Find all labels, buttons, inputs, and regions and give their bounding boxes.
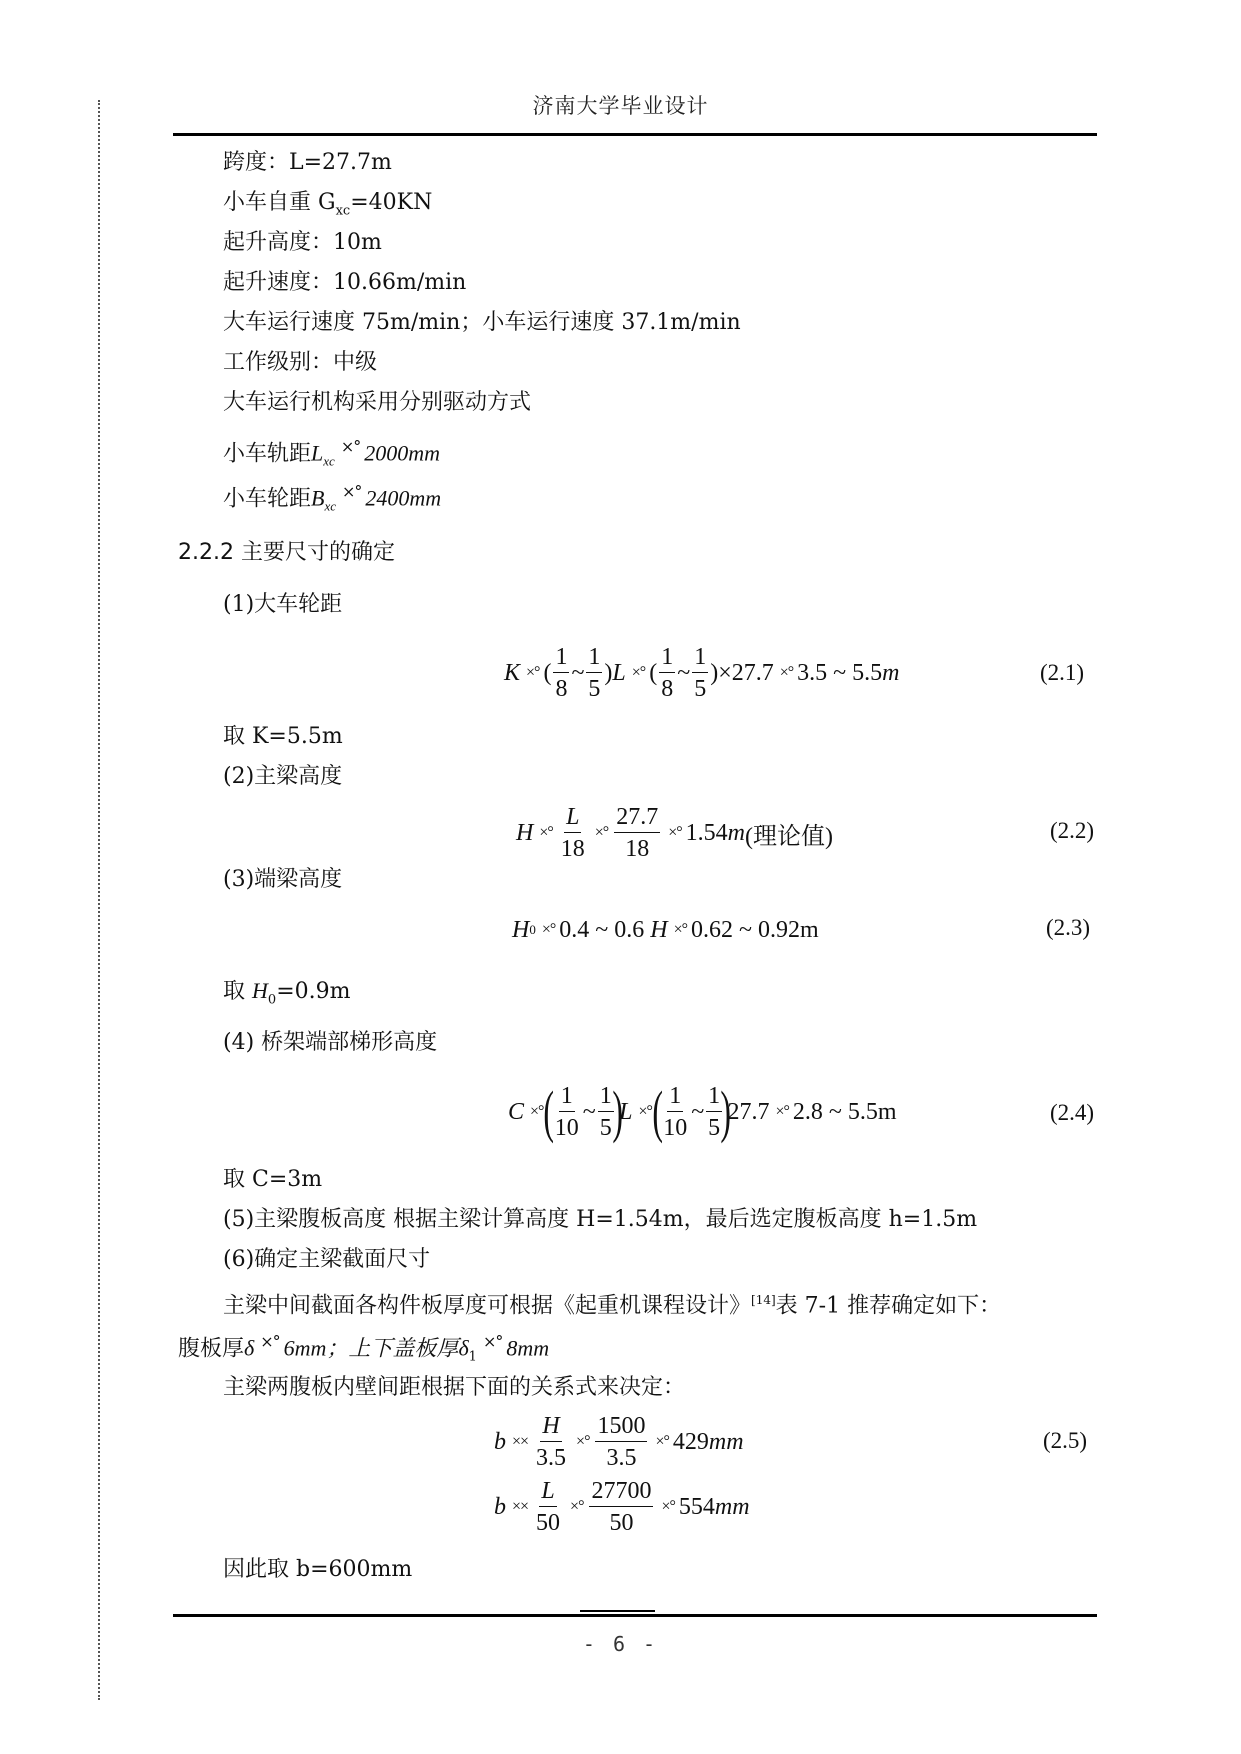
equation-number-2-4: (2.4) — [1050, 1100, 1095, 1125]
item-5: (5)主梁腹板高度 根据主梁计算高度 H=1.54m，最后选定腹板高度 h=1.5m — [223, 1207, 978, 1232]
equation-2-3: H 0 ×° 0.4 ~ 0.6 H ×° 0.62 ~ 0.92m — [512, 916, 819, 943]
param-lift-speed: 起升速度：10.66m/min — [223, 270, 467, 295]
param-drive-mode: 大车运行机构采用分别驱动方式 — [223, 390, 532, 415]
equation-number-2-2: (2.2) — [1050, 818, 1095, 843]
footer-rule — [173, 1614, 1097, 1617]
item-3: (3)端梁高度 — [223, 867, 343, 892]
equation-2-4: C ×° ( $\frac{1}{10}$ ~ $\frac{1}{5}$ ) L ×° ( $\frac{1}{10}$ ~ $\frac{1}{5}$ ) 27.7 ×° 2.8 ~ 5.5m — [508, 1079, 897, 1144]
param-span: 跨度：L=27.7m — [223, 150, 392, 175]
item-1: (1)大车轮距 — [223, 592, 343, 617]
param-travel-speed: 大车运行速度 75m/min；小车运行速度 37.1m/min — [223, 310, 741, 335]
item-2: (2)主梁高度 — [223, 764, 343, 789]
item-6: (6)确定主梁截面尺寸 — [223, 1247, 431, 1272]
section-heading: 2.2.2 主要尺寸的确定 — [178, 540, 395, 565]
param-trolley-weight: 小车自重 $G_{xc}=40KN$ — [223, 190, 433, 219]
equation-number-2-1: (2.1) — [1040, 660, 1085, 685]
h0-choice: 取 $H_0=0.9m$ — [223, 978, 351, 1008]
param-trolley-wheelbase: 小车轮距$B_{xc}^{\times^\circ}$ 2400mm — [223, 482, 442, 514]
equation-number-2-5: (2.5) — [1043, 1428, 1088, 1453]
param-lift-height: 起升高度：10m — [223, 230, 382, 255]
param-trolley-gauge: 小车轨距$L_{xc}^{\times^\circ}$ 2000mm — [223, 437, 440, 469]
footer-rule-mark — [580, 1610, 655, 1612]
paragraph-web-spacing: 主梁两腹板内壁间距根据下面的关系式来决定： — [223, 1375, 686, 1400]
equation-2-5-a: b ×× $\frac{H}{3.5}$ ×° $\frac{1500}{3.5}$ ×° 429 mm — [494, 1412, 744, 1471]
equation-number-2-3: (2.3) — [1046, 915, 1091, 940]
param-work-class: 工作级别：中级 — [223, 350, 378, 375]
item-4: (4) 桥架端部梯形高度 — [223, 1030, 438, 1055]
paragraph-plate-thickness: 主梁中间截面各构件板厚度可根据《起重机课程设计》[14]表 7-1 推荐确定如下： — [223, 1293, 1002, 1319]
paragraph-thickness-values: 腹板厚δ ×° 6mm；上下盖板厚$\delta_1^{\times^\circ}$ 8mm — [178, 1332, 550, 1365]
header-rule — [173, 133, 1097, 136]
equation-2-1: K ×° ( $\frac{1}{8}$ ~ $\frac{1}{5}$ ) L ×° ( $\frac{1}{8}$ ~ $\frac{1}{5}$ ) ×27.7 ×° 3.5 ~ 5.5 m — [504, 643, 900, 702]
page-number: - 6 - — [582, 1632, 659, 1656]
k-choice: 取 K=5.5m — [223, 724, 343, 749]
binding-margin-line — [98, 100, 100, 1700]
header-title: 济南大学毕业设计 — [532, 94, 709, 118]
equation-2-5-b: b ×× $\frac{L}{50}$ ×° $\frac{27700}{50}$ ×° 554 mm — [494, 1477, 750, 1536]
equation-2-2: H ×° $\frac{L}{18}$ ×° $\frac{27.7}{18}$ ×° 1.54 m (理论值) — [516, 803, 833, 862]
b-choice: 因此取 b=600mm — [223, 1557, 413, 1582]
c-choice: 取 C=3m — [223, 1167, 323, 1192]
